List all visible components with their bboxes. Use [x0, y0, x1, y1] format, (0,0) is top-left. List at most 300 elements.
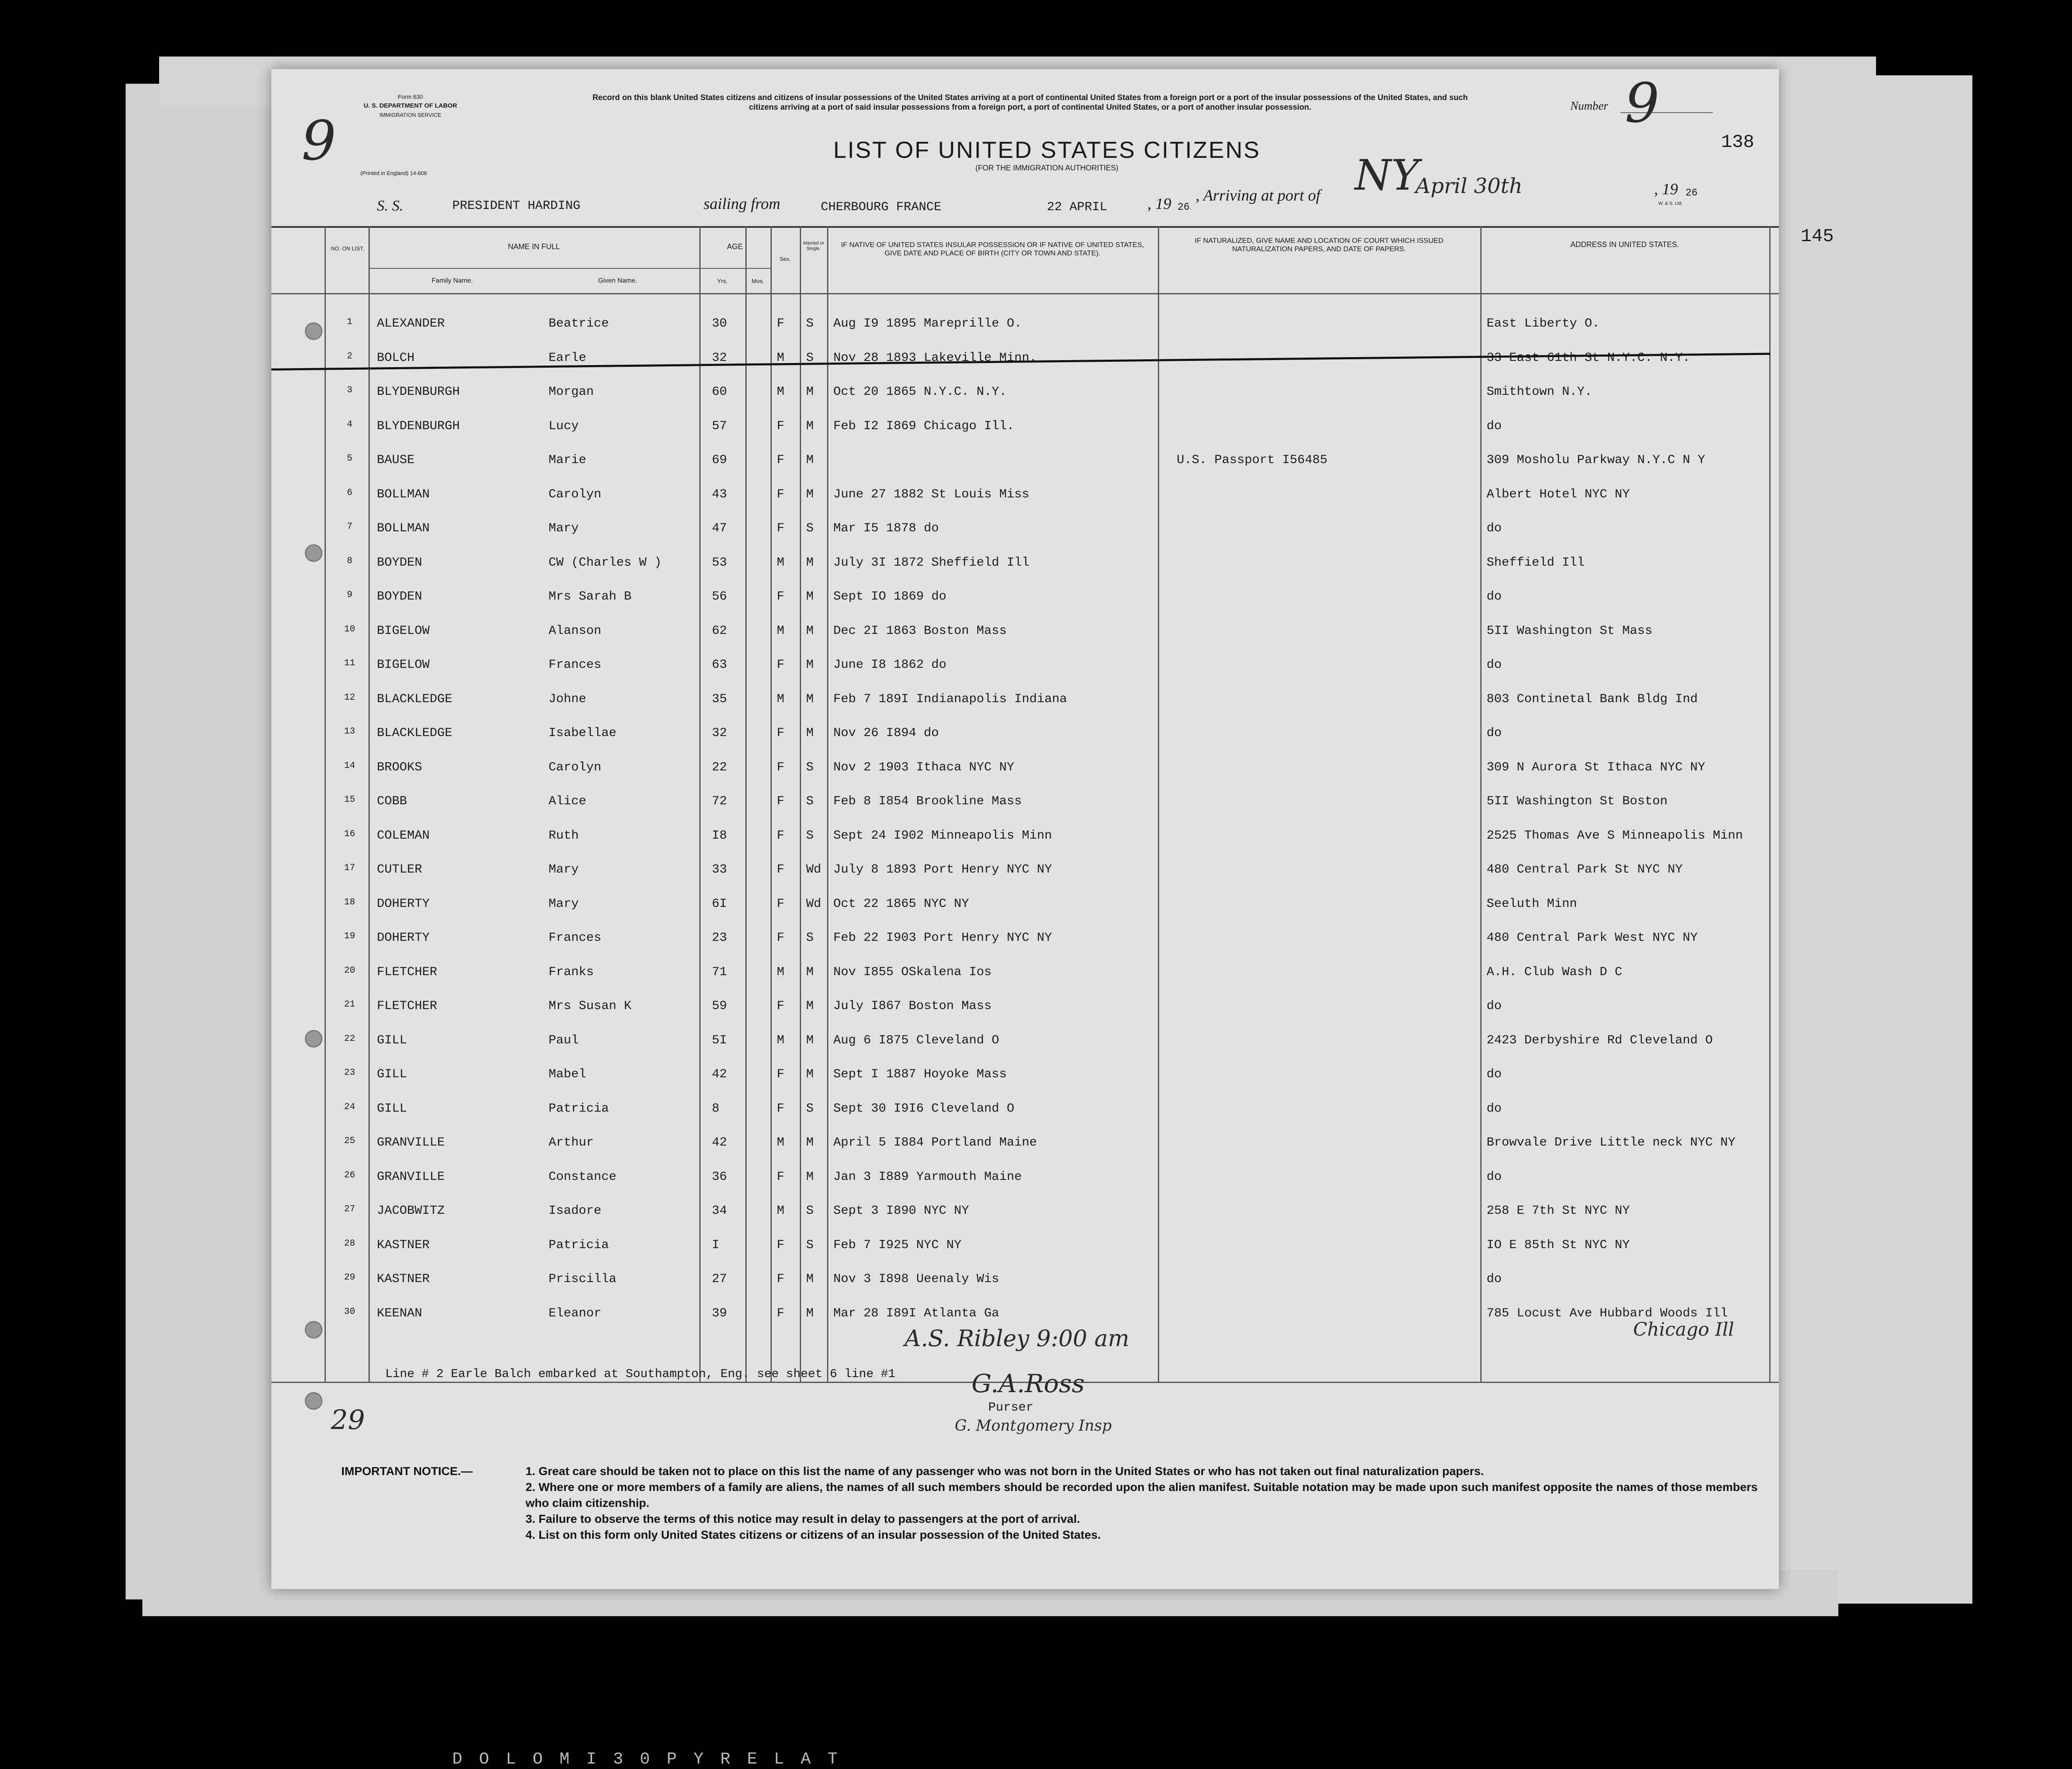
us-address: Browvale Drive Little neck NYC NY [1487, 1136, 1736, 1150]
us-address: Albert Hotel NYC NY [1487, 487, 1630, 502]
given-name: Patricia [549, 1238, 609, 1252]
given-name: Frances [549, 658, 602, 672]
birth-date-place: Sept 30 I9I6 Cleveland O [833, 1101, 1015, 1116]
notice-item: 3. Failure to observe the terms of this notice may result in delay to passengers at the port of arrival. [526, 1512, 1080, 1525]
us-address: do [1487, 419, 1502, 433]
col-header-mos: Mos. [751, 278, 765, 284]
birth-date-place: Nov I855 OSkalena Ios [833, 965, 992, 979]
age-years: 60 [712, 385, 727, 399]
sex: M [777, 1204, 785, 1218]
age-years: 63 [712, 658, 727, 672]
marital-status: M [806, 1169, 814, 1184]
row-number: 20 [344, 965, 356, 976]
sex: F [777, 590, 785, 604]
given-name: Franks [549, 965, 594, 979]
sex: F [777, 863, 785, 877]
col-rule-10 [1769, 226, 1770, 1382]
age-years: 22 [712, 760, 727, 775]
us-address: 785 Locust Ave Hubbard Woods Ill [1487, 1306, 1728, 1321]
punch-hole [305, 1030, 322, 1048]
birth-date-place: Dec 2I 1863 Boston Mass [833, 623, 1007, 638]
row-number: 28 [344, 1238, 356, 1249]
table-row [271, 510, 1762, 544]
marital-status: M [806, 999, 814, 1013]
arriving-label: , Arriving at port of [1196, 187, 1321, 204]
sex: F [777, 1169, 785, 1184]
age-years: 35 [712, 692, 727, 706]
family-name: CUTLER [377, 863, 423, 877]
row-number: 9 [347, 590, 353, 600]
row-number: 12 [344, 692, 356, 703]
marital-status: M [806, 965, 814, 979]
side-number: 145 [1801, 226, 1834, 247]
age-years: 36 [712, 1169, 727, 1184]
family-name: BOYDEN [377, 555, 423, 570]
from-port: CHERBOURG FRANCE [821, 200, 942, 214]
year-prefix-1: , 19 [1147, 195, 1171, 213]
birth-date-place: Sept 3 I890 NYC NY [833, 1204, 969, 1218]
age-sub-rule [699, 268, 771, 269]
marital-status: M [806, 623, 814, 638]
marital-status: M [806, 658, 814, 672]
notice-item: 1. Great care should be taken not to place on this list the name of any passenger who was not born in the United States or who has not taken out final naturalization papers. [526, 1465, 1484, 1478]
given-name: Ruth [549, 828, 579, 843]
page-title: LIST OF UNITED STATES CITIZENS [833, 136, 1261, 163]
sex: F [777, 1238, 785, 1252]
back-sheet-left [126, 84, 293, 1599]
table-row [271, 988, 1762, 1022]
row-number: 24 [344, 1101, 356, 1112]
given-name: Beatrice [549, 317, 609, 331]
table-row [271, 818, 1762, 851]
sex: F [777, 521, 785, 536]
age-years: 5I [712, 1033, 727, 1048]
header-bottom-rule [271, 293, 1779, 294]
family-name: COLEMAN [377, 828, 430, 843]
age-years: 32 [712, 726, 727, 740]
birth-date-place: July 3I 1872 Sheffield Ill [833, 555, 1030, 570]
birth-date-place: July I867 Boston Mass [833, 999, 992, 1013]
row-number: 27 [344, 1204, 356, 1214]
given-name: Frances [549, 931, 602, 945]
birth-date-place: Feb 7 189I Indianapolis Indiana [833, 692, 1067, 706]
table-row [271, 1193, 1762, 1226]
row-number: 18 [344, 896, 356, 907]
family-name: BIGELOW [377, 623, 430, 638]
family-name: BOLLMAN [377, 487, 430, 502]
us-address: 33 East 61th St N.Y.C. N.Y. [1487, 350, 1691, 365]
row-number: 2 [347, 350, 353, 361]
us-address: 803 Continetal Bank Bldg Ind [1487, 692, 1698, 706]
sex: F [777, 1306, 785, 1321]
year-prefix-2: , 19 [1654, 180, 1678, 198]
marital-status: S [806, 1238, 814, 1252]
age-years: 53 [712, 555, 727, 570]
form-number: Form 630 [398, 93, 423, 100]
marital-status: S [806, 794, 814, 809]
table-row [271, 545, 1762, 578]
age-years: 56 [712, 590, 727, 604]
age-years: I8 [712, 828, 727, 843]
row-number: 8 [347, 555, 353, 566]
naturalization: U.S. Passport I56485 [1177, 453, 1328, 467]
number-value: 9 [1625, 71, 1660, 135]
birth-date-place: Mar 28 I89I Atlanta Ga [833, 1306, 1000, 1321]
marital-status: M [806, 590, 814, 604]
table-row [271, 852, 1762, 885]
given-name: Johne [549, 692, 587, 706]
us-address: do [1487, 658, 1502, 672]
birth-date-place: Feb 7 I925 NYC NY [833, 1238, 962, 1252]
marital-status: M [806, 1272, 814, 1286]
us-address: East Liberty O. [1487, 317, 1600, 331]
arrival-date: April 30th [1415, 174, 1523, 198]
department: U. S. DEPARTMENT OF LABOR [363, 102, 457, 109]
family-name: BOLCH [377, 350, 415, 365]
marital-status: M [806, 1067, 814, 1081]
us-address: 480 Central Park West NYC NY [1487, 931, 1698, 945]
table-row [271, 1022, 1762, 1056]
marital-status: Wd [806, 896, 822, 911]
year-1: 26 [1178, 202, 1190, 213]
age-years: 57 [712, 419, 727, 433]
birth-date-place: Nov 26 I894 do [833, 726, 939, 740]
sex: F [777, 487, 785, 502]
table-row [271, 1227, 1762, 1261]
age-years: 69 [712, 453, 727, 467]
family-name: GILL [377, 1101, 407, 1116]
row-number: 19 [344, 931, 356, 941]
us-address: 5II Washington St Boston [1487, 794, 1668, 809]
marital-status: S [806, 828, 814, 843]
ss-label: S. S. [377, 197, 403, 214]
family-name: GILL [377, 1033, 407, 1048]
row-number: 21 [344, 999, 356, 1009]
corner-number: 9 [302, 109, 336, 173]
marital-status: M [806, 555, 814, 570]
punch-hole [305, 544, 322, 562]
table-row [271, 1295, 1762, 1329]
marital-status: M [806, 419, 814, 433]
chicago-note: Chicago Ill [1633, 1319, 1734, 1340]
marital-status: M [806, 385, 814, 399]
number-label: Number [1570, 100, 1608, 113]
marital-status: M [806, 1033, 814, 1048]
birth-date-place: June 27 1882 St Louis Miss [833, 487, 1030, 502]
marital-status: S [806, 350, 814, 365]
age-years: 43 [712, 487, 727, 502]
family-name: BAUSE [377, 453, 415, 467]
us-address: IO E 85th St NYC NY [1487, 1238, 1630, 1252]
given-name: Morgan [549, 385, 594, 399]
marital-status: S [806, 1204, 814, 1218]
table-row [271, 442, 1762, 476]
table-row [271, 715, 1762, 749]
family-name: GRANVILLE [377, 1169, 445, 1184]
inspector-signature: A.S. Ribley 9:00 am [905, 1325, 1129, 1352]
marital-status: S [806, 521, 814, 536]
age-years: 34 [712, 1204, 727, 1218]
family-name: FLETCHER [377, 965, 438, 979]
sex: F [777, 726, 785, 740]
marital-status: Wd [806, 863, 822, 877]
sex: F [777, 419, 785, 433]
given-name: Patricia [549, 1101, 609, 1116]
notice-label: IMPORTANT NOTICE.— [341, 1465, 473, 1478]
given-name: Carolyn [549, 760, 602, 775]
marital-status: M [806, 726, 814, 740]
birth-date-place: Mar I5 1878 do [833, 521, 939, 536]
given-name: Paul [549, 1033, 579, 1048]
birth-date-place: Sept IO 1869 do [833, 590, 947, 604]
marital-status: M [806, 1136, 814, 1150]
given-name: Isabellae [549, 726, 617, 740]
row-number: 15 [344, 794, 356, 805]
row-number: 17 [344, 863, 356, 873]
table-row [271, 647, 1762, 680]
table-row [271, 749, 1762, 783]
marital-status: M [806, 1306, 814, 1321]
age-years: 32 [712, 350, 727, 365]
marital-status: M [806, 487, 814, 502]
family-name: JACOBWITZ [377, 1204, 445, 1218]
sex: F [777, 1101, 785, 1116]
ship-name: PRESIDENT HARDING [452, 199, 581, 213]
row-number: 7 [347, 521, 353, 532]
table-row [271, 374, 1762, 407]
birth-date-place: Nov 3 I898 Ueenaly Wis [833, 1272, 1000, 1286]
us-address: 5II Washington St Mass [1487, 623, 1653, 638]
passenger-count: 29 [331, 1405, 365, 1436]
us-address: do [1487, 1067, 1502, 1081]
us-address: Sheffield Ill [1487, 555, 1585, 570]
table-row [271, 408, 1762, 442]
sex: M [777, 1033, 785, 1048]
col-header-family: Family Name. [431, 277, 473, 284]
birth-date-place: Nov 2 1903 Ithaca NYC NY [833, 760, 1015, 775]
given-name: Marie [549, 453, 587, 467]
age-years: 33 [712, 863, 727, 877]
birth-date-place: Feb 22 I903 Port Henry NYC NY [833, 931, 1052, 945]
row-number: 13 [344, 726, 356, 736]
marital-status: S [806, 1101, 814, 1116]
birth-date-place: Sept 24 I902 Minneapolis Minn [833, 828, 1052, 843]
sex: F [777, 896, 785, 911]
age-years: 72 [712, 794, 727, 809]
given-name: Mabel [549, 1067, 587, 1081]
age-years: 39 [712, 1306, 727, 1321]
sex: M [777, 385, 785, 399]
punch-hole [305, 1321, 322, 1339]
table-row [271, 476, 1762, 510]
row-number: 23 [344, 1067, 356, 1078]
row-number: 30 [344, 1306, 356, 1317]
table-row [271, 954, 1762, 988]
table-row [271, 1125, 1762, 1158]
marital-status: S [806, 317, 814, 331]
given-name: Priscilla [549, 1272, 617, 1286]
us-address: do [1487, 999, 1502, 1013]
notice-item: 2. Where one or more members of a family are aliens, the names of all such members should be recorded upon the alien manifest. Suitable notation may be made upon such manifest opposite the names of those members who claim citizenship. [526, 1481, 1758, 1509]
row-number: 6 [347, 487, 353, 498]
sailing-label: sailing from [704, 195, 781, 213]
row-number: 11 [344, 658, 356, 668]
table-row [271, 1159, 1762, 1192]
row-number: 4 [347, 419, 353, 430]
us-address: do [1487, 590, 1502, 604]
family-name: KEENAN [377, 1306, 423, 1321]
age-years: 62 [712, 623, 727, 638]
footer-note: Line # 2 Earle Balch embarked at Southampton, Eng. see sheet 6 line #1 [385, 1367, 896, 1381]
marital-status: M [806, 692, 814, 706]
name-sub-rule [369, 268, 699, 269]
given-name: Isadore [549, 1204, 602, 1218]
given-name: Earle [549, 350, 587, 365]
given-name: Lucy [549, 419, 579, 433]
col-header-birth: IF NATIVE OF UNITED STATES INSULAR POSSESSION OR IF NATIVE OF UNITED STATES, GIVE DATE AND PLACE OF BIRTH (CITY OR TOWN AND STATE). [841, 241, 1144, 257]
birth-date-place: Nov 28 1893 Lakeville Minn. [833, 350, 1037, 365]
birth-date-place: Feb I2 I869 Chicago Ill. [833, 419, 1015, 433]
age-years: 23 [712, 931, 727, 945]
marital-status: S [806, 760, 814, 775]
page-number: 138 [1721, 132, 1755, 153]
family-name: BROOKS [377, 760, 423, 775]
service: IMMIGRATION SERVICE [379, 112, 441, 118]
table-row [271, 920, 1762, 953]
sex: F [777, 658, 785, 672]
given-name: Mary [549, 896, 579, 911]
age-years: 6I [712, 896, 727, 911]
row-number: 14 [344, 760, 356, 771]
family-name: BLYDENBURGH [377, 385, 460, 399]
printer-mark: W. & S. Ltd. [1658, 201, 1683, 206]
given-name: Arthur [549, 1136, 594, 1150]
us-address: A.H. Club Wash D C [1487, 965, 1623, 979]
family-name: FLETCHER [377, 999, 438, 1013]
col-header-no: NO. ON LIST. [331, 245, 364, 252]
table-row [271, 1261, 1762, 1295]
table-row [271, 306, 1762, 339]
sex: M [777, 350, 785, 365]
punch-hole [305, 322, 322, 340]
given-name: Alice [549, 794, 587, 809]
sex: M [777, 965, 785, 979]
family-name: BOLLMAN [377, 521, 430, 536]
row-number: 10 [344, 623, 356, 634]
table-top-rule [271, 226, 1779, 228]
col-header-age: AGE [727, 242, 743, 251]
inspector-2-signature: G. Montgomery Insp [955, 1417, 1112, 1434]
birth-date-place: Oct 22 1865 NYC NY [833, 896, 969, 911]
age-years: 30 [712, 317, 727, 331]
us-address: do [1487, 726, 1502, 740]
row-number: 1 [347, 317, 353, 327]
table-row [271, 579, 1762, 612]
us-address: 309 N Aurora St Ithaca NYC NY [1487, 760, 1706, 775]
sex: F [777, 1067, 785, 1081]
purser-signature: G.A.Ross [972, 1369, 1085, 1398]
col-header-sex: Sex. [779, 256, 791, 262]
col-header-name-in-full: NAME IN FULL [508, 242, 560, 251]
us-address: 258 E 7th St NYC NY [1487, 1204, 1630, 1218]
age-years: 42 [712, 1067, 727, 1081]
family-name: GRANVILLE [377, 1136, 445, 1150]
purser-label: Purser [988, 1401, 1034, 1415]
family-name: GILL [377, 1067, 407, 1081]
row-number: 3 [347, 385, 353, 395]
sex: F [777, 999, 785, 1013]
table-row [271, 613, 1762, 646]
sex: F [777, 317, 785, 331]
us-address: Smithtown N.Y. [1487, 385, 1593, 399]
family-name: BIGELOW [377, 658, 430, 672]
given-name: Alanson [549, 623, 602, 638]
birth-date-place: July 8 1893 Port Henry NYC NY [833, 863, 1052, 877]
sex: M [777, 692, 785, 706]
col-header-given: Given Name. [598, 277, 637, 284]
sex: M [777, 623, 785, 638]
family-name: BOYDEN [377, 590, 423, 604]
row-number: 29 [344, 1272, 356, 1282]
marital-status: M [806, 453, 814, 467]
sex: F [777, 931, 785, 945]
row-number: 22 [344, 1033, 356, 1044]
family-name: KASTNER [377, 1272, 430, 1286]
birth-date-place: Oct 20 1865 N.Y.C. N.Y. [833, 385, 1007, 399]
notice-item: 4. List on this form only United States citizens or citizens of an insular possession of the United States. [526, 1528, 1101, 1541]
table-row [271, 783, 1762, 817]
row-number: 25 [344, 1136, 356, 1146]
us-address: 309 Mosholu Parkway N.Y.C N Y [1487, 453, 1706, 467]
year-2: 26 [1685, 188, 1698, 199]
family-name: COBB [377, 794, 407, 809]
family-name: BLACKLEDGE [377, 726, 453, 740]
age-years: I [712, 1238, 720, 1252]
us-address: 480 Central Park St NYC NY [1487, 863, 1683, 877]
sex: F [777, 794, 785, 809]
sex: F [777, 760, 785, 775]
marital-status: S [806, 931, 814, 945]
table-row [271, 1056, 1762, 1090]
given-name: Carolyn [549, 487, 602, 502]
given-name: Constance [549, 1169, 617, 1184]
given-name: Mary [549, 521, 579, 536]
birth-date-place: April 5 I884 Portland Maine [833, 1136, 1037, 1150]
row-number: 16 [344, 828, 356, 839]
birth-date-place: Sept I 1887 Hoyoke Mass [833, 1067, 1007, 1081]
family-name: DOHERTY [377, 896, 430, 911]
sex: F [777, 1272, 785, 1286]
sailing-date: 22 APRIL [1047, 200, 1108, 214]
age-years: 27 [712, 1272, 727, 1286]
age-years: 8 [712, 1101, 720, 1116]
age-years: 42 [712, 1136, 727, 1150]
table-row [271, 681, 1762, 715]
family-name: KASTNER [377, 1238, 430, 1252]
table-row [271, 886, 1762, 919]
birth-date-place: Jan 3 I889 Yarmouth Maine [833, 1169, 1022, 1184]
given-name: CW (Charles W ) [549, 555, 662, 570]
birth-date-place: Aug 6 I875 Cleveland O [833, 1033, 1000, 1048]
us-address: do [1487, 1101, 1502, 1116]
given-name: Mrs Sarah B [549, 590, 632, 604]
us-address: do [1487, 1272, 1502, 1286]
film-strip-text: D O L O M I 3 0 P Y R E L A T [452, 1750, 841, 1769]
us-address: do [1487, 521, 1502, 536]
birth-date-place: Aug I9 1895 Mareprille O. [833, 317, 1022, 331]
birth-date-place: June I8 1862 do [833, 658, 947, 672]
us-address: Seeluth Minn [1487, 896, 1577, 911]
